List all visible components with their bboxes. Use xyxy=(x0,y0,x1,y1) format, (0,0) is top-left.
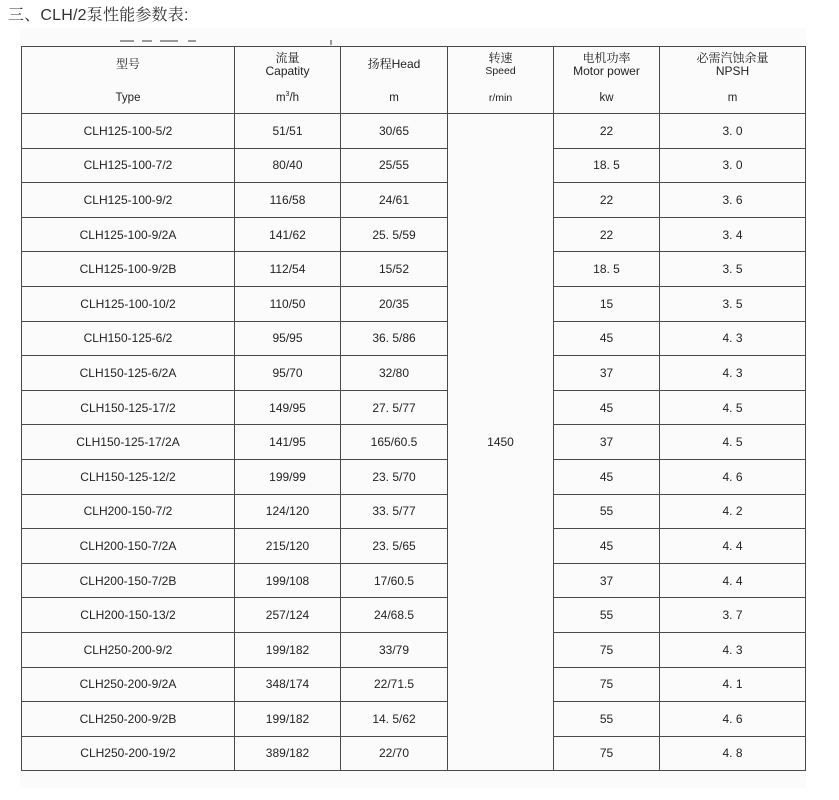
header-speed-label: 转速 Speed xyxy=(485,51,516,77)
cell-npsh: 3. 4 xyxy=(660,217,806,252)
cell-npsh: 4. 5 xyxy=(660,425,806,460)
cell-npsh: 3. 0 xyxy=(660,148,806,183)
header-npsh-label: 必需汽蚀余量 NPSH xyxy=(696,51,769,78)
table-row xyxy=(22,736,806,771)
cell-flow: 199/182 xyxy=(235,632,341,667)
cell-npsh: 4. 4 xyxy=(660,563,806,598)
header-type-label: 型号 xyxy=(115,57,140,71)
cell-type: CLH200-150-7/2B xyxy=(22,563,235,598)
cell-type: CLH250-200-9/2B xyxy=(22,702,235,737)
cell-head: 24/61 xyxy=(341,183,448,218)
cell-head: 25. 5/59 xyxy=(341,217,448,252)
cell-power: 22 xyxy=(554,217,660,252)
header-flow xyxy=(235,47,341,114)
cell-flow: 116/58 xyxy=(235,183,341,218)
cell-flow: 141/95 xyxy=(235,425,341,460)
cell-type: CLH200-150-13/2 xyxy=(22,598,235,633)
cell-npsh: 4. 5 xyxy=(660,390,806,425)
cell-power: 18. 5 xyxy=(554,148,660,183)
cell-type: CLH250-200-9/2 xyxy=(22,632,235,667)
cell-flow: 199/108 xyxy=(235,563,341,598)
cell-npsh: 4. 8 xyxy=(660,736,806,771)
table-row xyxy=(22,217,806,252)
header-npsh xyxy=(660,47,806,114)
table-row xyxy=(22,667,806,702)
cell-type: CLH200-150-7/2 xyxy=(22,494,235,529)
cell-power: 75 xyxy=(554,632,660,667)
cell-head: 36. 5/86 xyxy=(341,321,448,356)
header-row xyxy=(22,47,806,114)
table-row xyxy=(22,494,806,529)
cell-flow: 199/182 xyxy=(235,702,341,737)
cell-npsh: 4. 6 xyxy=(660,459,806,494)
table-row xyxy=(22,632,806,667)
cell-power: 15 xyxy=(554,286,660,321)
header-speed xyxy=(448,47,554,114)
header-power-unit: kw xyxy=(599,92,614,104)
cell-flow: 112/54 xyxy=(235,252,341,287)
cell-power: 22 xyxy=(554,183,660,218)
cell-npsh: 3. 5 xyxy=(660,252,806,287)
cell-head: 25/55 xyxy=(341,148,448,183)
cell-flow: 110/50 xyxy=(235,286,341,321)
table-row xyxy=(22,425,806,460)
pump-performance-table xyxy=(21,46,806,771)
cell-npsh: 4. 3 xyxy=(660,632,806,667)
cell-npsh: 4. 3 xyxy=(660,321,806,356)
cell-head: 23. 5/65 xyxy=(341,529,448,564)
cell-head: 22/71.5 xyxy=(341,667,448,702)
cell-type: CLH125-100-5/2 xyxy=(22,114,235,149)
table-row xyxy=(22,598,806,633)
header-flow-unit: $m^3/h$ xyxy=(275,91,300,104)
cell-flow: 95/95 xyxy=(235,321,341,356)
cell-power: 18. 5 xyxy=(554,252,660,287)
cell-power: 75 xyxy=(554,667,660,702)
cell-flow: 51/51 xyxy=(235,114,341,149)
cell-type: CLH125-100-9/2A xyxy=(22,217,235,252)
table-row xyxy=(22,286,806,321)
header-npsh-unit: m xyxy=(727,92,738,104)
table-row xyxy=(22,529,806,564)
table-row xyxy=(22,702,806,737)
header-type xyxy=(22,47,235,114)
cell-type: CLH125-100-10/2 xyxy=(22,286,235,321)
cell-npsh: 4. 6 xyxy=(660,702,806,737)
cell-type: CLH150-125-17/2 xyxy=(22,390,235,425)
cell-type: CLH250-200-9/2A xyxy=(22,667,235,702)
cell-head: 15/52 xyxy=(341,252,448,287)
header-power xyxy=(554,47,660,114)
cell-head: 22/70 xyxy=(341,736,448,771)
header-head xyxy=(341,47,448,114)
cell-power: 37 xyxy=(554,425,660,460)
table-row xyxy=(22,148,806,183)
cell-flow: 257/124 xyxy=(235,598,341,633)
cell-type: CLH125-100-9/2 xyxy=(22,183,235,218)
cell-head: 14. 5/62 xyxy=(341,702,448,737)
cell-type: CLH125-100-9/2B xyxy=(22,252,235,287)
cell-flow: 95/70 xyxy=(235,356,341,391)
cell-power: 55 xyxy=(554,598,660,633)
cell-npsh: 3. 5 xyxy=(660,286,806,321)
header-speed-unit: r/min xyxy=(488,92,513,104)
cell-power: 45 xyxy=(554,321,660,356)
cell-type: CLH200-150-7/2A xyxy=(22,529,235,564)
cell-flow: 141/62 xyxy=(235,217,341,252)
table-row xyxy=(22,321,806,356)
cell-power: 37 xyxy=(554,563,660,598)
cell-flow: 215/120 xyxy=(235,529,341,564)
cell-npsh: 4. 3 xyxy=(660,356,806,391)
cell-power: 37 xyxy=(554,356,660,391)
cell-type: CLH150-125-6/2A xyxy=(22,356,235,391)
cell-type: CLH125-100-7/2 xyxy=(22,148,235,183)
cell-npsh: 3. 7 xyxy=(660,598,806,633)
page-heading: 三、CLH/2泵性能参数表: xyxy=(8,7,189,24)
cell-power: 45 xyxy=(554,529,660,564)
table-row xyxy=(22,563,806,598)
cell-head: 165/60.5 xyxy=(341,425,448,460)
table-row xyxy=(22,252,806,287)
cell-power: 75 xyxy=(554,736,660,771)
header-head-label: 扬程Head xyxy=(367,57,421,71)
cell-power: 45 xyxy=(554,390,660,425)
header-power-label: 电机功率 Motor power xyxy=(573,51,640,78)
cell-flow: 149/95 xyxy=(235,390,341,425)
table-row xyxy=(22,356,806,391)
cell-head: 24/68.5 xyxy=(341,598,448,633)
header-flow-label: 流量 Capatity xyxy=(265,51,310,78)
cell-flow: 348/174 xyxy=(235,667,341,702)
cell-npsh: 3. 0 xyxy=(660,114,806,149)
cell-speed-merged: 1450 xyxy=(448,114,554,771)
table-row xyxy=(22,459,806,494)
cell-type: CLH150-125-6/2 xyxy=(22,321,235,356)
cell-npsh: 4. 1 xyxy=(660,667,806,702)
cell-npsh: 4. 4 xyxy=(660,529,806,564)
cell-head: 17/60.5 xyxy=(341,563,448,598)
cell-power: 45 xyxy=(554,459,660,494)
cell-type: CLH150-125-17/2A xyxy=(22,425,235,460)
cell-type: CLH250-200-19/2 xyxy=(22,736,235,771)
table-row xyxy=(22,390,806,425)
table-row xyxy=(22,114,806,149)
cell-flow: 389/182 xyxy=(235,736,341,771)
cell-npsh: 3. 6 xyxy=(660,183,806,218)
cell-head: 33/79 xyxy=(341,632,448,667)
cell-type: CLH150-125-12/2 xyxy=(22,459,235,494)
header-type-unit: Type xyxy=(115,92,141,104)
cell-power: 22 xyxy=(554,114,660,149)
cell-power: 55 xyxy=(554,702,660,737)
header-head-unit: m xyxy=(389,92,399,104)
cell-npsh: 4. 2 xyxy=(660,494,806,529)
cell-head: 27. 5/77 xyxy=(341,390,448,425)
cell-flow: 80/40 xyxy=(235,148,341,183)
cell-head: 32/80 xyxy=(341,356,448,391)
cell-flow: 199/99 xyxy=(235,459,341,494)
cell-head: 30/65 xyxy=(341,114,448,149)
cell-head: 23. 5/70 xyxy=(341,459,448,494)
table-row xyxy=(22,183,806,218)
cell-head: 20/35 xyxy=(341,286,448,321)
table-body xyxy=(22,114,806,771)
cell-head: 33. 5/77 xyxy=(341,494,448,529)
cell-flow: 124/120 xyxy=(235,494,341,529)
cell-power: 55 xyxy=(554,494,660,529)
